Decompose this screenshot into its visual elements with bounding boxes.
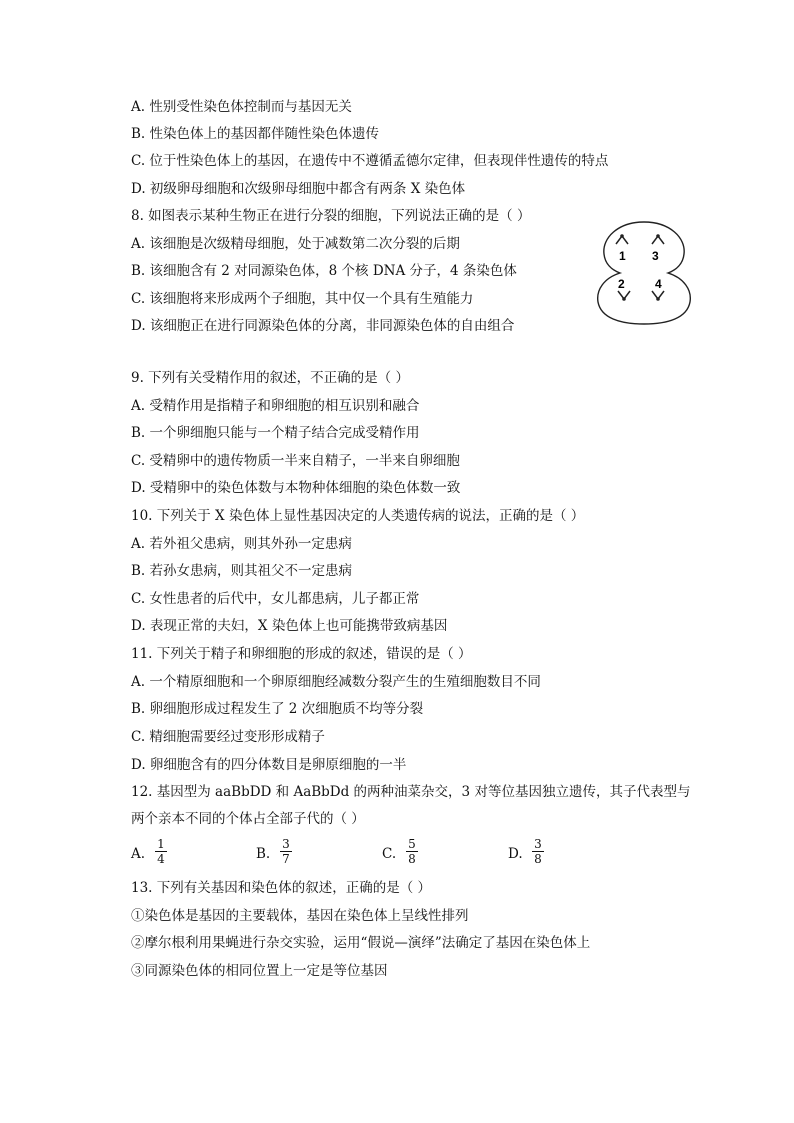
text-line-q11-a: A. 一个精原细胞和一个卵原细胞经减数分裂产生的生殖细胞数目不同	[131, 674, 541, 690]
numerator: 1	[155, 837, 167, 852]
text-line-q7-d: D. 初级卵母细胞和次级卵母细胞中都含有两条 X 染色体	[131, 181, 466, 197]
text-line-q10-c: C. 女性患者的后代中，女儿都患病，儿子都正常	[131, 591, 420, 607]
denominator: 7	[282, 852, 290, 866]
denominator: 8	[408, 852, 416, 866]
text-line-q10-b: B. 若孙女患病，则其祖父不一定患病	[131, 563, 353, 579]
denominator: 8	[534, 852, 542, 866]
text-line-q13: 13. 下列有关基因和染色体的叙述，正确的是（ ）	[131, 880, 432, 896]
denominator: 4	[157, 852, 165, 866]
text-line-q13-3: ③同源染色体的相同位置上一定是等位基因	[131, 963, 388, 979]
chromosome-3	[652, 234, 664, 244]
option-label: A.	[131, 846, 146, 862]
option-label: B.	[256, 846, 271, 862]
label-1: 1	[619, 249, 626, 263]
text-line-q10: 10. 下列关于 X 染色体上显性基因决定的人类遗传病的说法，正确的是（ ）	[131, 508, 585, 524]
numerator: 5	[406, 837, 418, 852]
chromosome-1	[616, 234, 628, 244]
text-line-q8-b: B. 该细胞含有 2 对同源染色体，8 个核 DNA 分子，4 条染色体	[131, 263, 517, 279]
option-label: C.	[382, 846, 397, 862]
text-line-q11-b: B. 卵细胞形成过程发生了 2 次细胞质不均等分裂	[131, 701, 424, 717]
numerator: 3	[280, 837, 292, 852]
text-line-q8: 8. 如图表示某种生物正在进行分裂的细胞，下列说法正确的是（ ）	[131, 208, 531, 224]
text-line-q8-c: C. 该细胞将来形成两个子细胞，其中仅一个具有生殖能力	[131, 291, 474, 307]
text-line-q7-c: C. 位于性染色体上的基因，在遗传中不遵循孟德尔定律，但表现伴性遗传的特点	[131, 153, 609, 169]
text-line-q11-c: C. 精细胞需要经过变形形成精子	[131, 729, 325, 745]
text-line-q12-line1: 12. 基因型为 aaBbDD 和 AaBbDd 的两种油菜杂交，3 对等位基因独立遗传，其子代表型与	[131, 784, 691, 800]
text-line-q9-d: D. 受精卵中的染色体数与本物种体细胞的染色体数一致	[131, 480, 461, 496]
text-line-q8-d: D. 该细胞正在进行同源染色体的分离，非同源染色体的自由组合	[131, 318, 515, 334]
cell-division-figure	[590, 216, 698, 328]
text-line-q7-b: B. 性染色体上的基因都伴随性染色体遗传	[131, 126, 380, 142]
text-line-q10-d: D. 表现正常的夫妇，X 染色体上也可能携带致病基因	[131, 618, 448, 634]
option-label: D.	[508, 846, 523, 862]
numerator: 3	[532, 837, 544, 852]
label-2: 2	[618, 277, 625, 291]
chromosome-2	[618, 291, 630, 301]
cell-membrane	[598, 222, 691, 324]
text-line-q7-a: A. 性别受性染色体控制而与基因无关	[131, 99, 352, 115]
text-line-q9-c: C. 受精卵中的遗传物质一半来自精子，一半来自卵细胞	[131, 453, 460, 469]
text-line-q9-b: B. 一个卵细胞只能与一个精子结合完成受精作用	[131, 425, 420, 441]
text-line-q12-line2: 两个亲本不同的个体占全部子代的（ ）	[131, 811, 365, 827]
text-line-q11-d: D. 卵细胞含有的四分体数目是卵原细胞的一半	[131, 757, 407, 773]
text-line-q9: 9. 下列有关受精作用的叙述，不正确的是（ ）	[131, 370, 409, 386]
text-line-q10-a: A. 若外祖父患病，则其外孙一定患病	[131, 536, 352, 552]
label-3: 3	[652, 249, 659, 263]
text-line-q13-1: ①染色体是基因的主要载体，基因在染色体上呈线性排列	[131, 908, 469, 924]
label-4: 4	[655, 277, 662, 291]
text-line-q8-a: A. 该细胞是次级精母细胞，处于减数第二次分裂的后期	[131, 236, 460, 252]
text-line-q13-2: ②摩尔根利用果蝇进行杂交实验，运用“假说—演绎”法确定了基因在染色体上	[131, 935, 591, 951]
text-line-q9-a: A. 受精作用是指精子和卵细胞的相互识别和融合	[131, 398, 420, 414]
text-line-q11: 11. 下列关于精子和卵细胞的形成的叙述，错误的是（ ）	[131, 646, 472, 662]
chromosome-4	[652, 291, 664, 301]
